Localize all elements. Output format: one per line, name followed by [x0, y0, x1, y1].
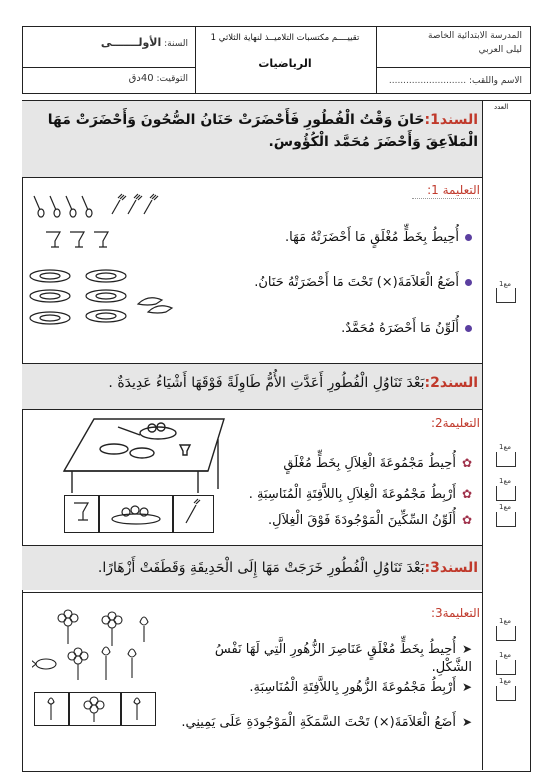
sanad2-label: السند2: [424, 375, 478, 391]
instr3-item-1: ➤أُحِيطُ بِخَطٍّ مُغْلَقٍ عَنَاصِرَ الزُّهُورِ الَّتِي لَهَا نَفْسُ الشَّكْلِ. [214, 642, 472, 675]
plate-icon [86, 310, 126, 322]
plate-icon [30, 290, 70, 302]
arrow-bullet-icon: ➤ [461, 642, 472, 656]
bullet-icon [465, 234, 472, 241]
instr2-item-1: ✿أُحِيطُ مَجْمُوعَةَ الْغِلاَلِ بِخَطٍّ مُغْلَقٍ [283, 456, 472, 471]
cup-icon [46, 232, 60, 247]
score-box-4[interactable] [496, 512, 516, 527]
fruit-bowl-icon [140, 423, 176, 439]
time-value: 40دق [128, 73, 154, 84]
score-column-label: العدد [494, 103, 509, 111]
sanad1-label: السند1: [424, 112, 478, 128]
sanad1-body: حَانَ وَقْتُ الْفُطُورِ فَأَحْضَرَتْ حَنَانُ الصُّحُونَ وَأَحْضَرَتْ مَهَا الْمَلاَعِقَ وَأَحْضَرَ مُحَمَّد الْكُؤُوسَ. [47, 112, 478, 150]
plate-icon [100, 444, 128, 454]
sanad1-text [30, 109, 478, 153]
score-column-divider [482, 100, 483, 770]
score-box-1[interactable] [496, 288, 516, 303]
fish-icon [32, 659, 56, 669]
instr2-item-2: ✿أَرْبِطُ مَجْمُوعَةَ الْغِلاَلِ بِاللاَّفِتَةِ الْمُنَاسِبَةِ . [248, 487, 472, 502]
score-box-3[interactable] [496, 486, 516, 501]
cup-icon [74, 503, 88, 520]
tulip-icon [140, 617, 148, 642]
spoon-icon [138, 298, 162, 305]
fruit-plate-icon [112, 514, 160, 524]
sanad2-body: بَعْدَ تَنَاوُلِ الْفُطُورِ أَعَدَّتِ الأُمُّ طَاوِلَةً فَوْقَهَا أَشْيَاءُ عَدِيدَةٌ . [108, 375, 425, 391]
bullet-icon [465, 325, 472, 332]
tulip-icon [134, 698, 140, 720]
instr3-item-3: ➤أَضَعُ الْعَلاَمَةَ(×) تَحْتَ السَّمَكَةِ الْمَوْجُودَةِ عَلَى يَمِينِي. [181, 715, 472, 730]
flowers-fish-picture [32, 604, 162, 684]
score-label-2: مع1 [499, 443, 511, 451]
score-label-3: مع1 [499, 477, 511, 485]
grade-label: السنة: [164, 39, 188, 49]
subject-title: الرياضيات [258, 57, 312, 70]
spoons-cups-picture [28, 192, 168, 252]
spoon-icon [82, 196, 92, 217]
spoon-icon [66, 196, 76, 217]
score-label-5: مع1 [499, 617, 511, 625]
score-box-6[interactable] [496, 660, 516, 675]
score-label-7: مع1 [499, 677, 511, 685]
score-box-7[interactable] [496, 686, 516, 701]
instr2-title: التعليمة2: [430, 416, 480, 430]
student-dots: ........................... [388, 76, 467, 86]
plate-icon [86, 270, 126, 282]
score-box-5[interactable] [496, 626, 516, 641]
sanad3-body: بَعْدَ تَنَاوُلِ الْفُطُورِ خَرَجَتْ مَهَا إِلَى الْحَدِيقَةِ وَقَطَفَتْ أَزْهَارًا. [97, 560, 425, 576]
fork-icon [128, 194, 142, 214]
spoon-icon [148, 306, 172, 313]
flower-icon [68, 648, 88, 680]
school-name: المدرسة الابتدائية الخاصة [428, 31, 522, 41]
knife-icon [118, 427, 140, 435]
student-name-field[interactable] [372, 76, 522, 86]
time-field [28, 73, 188, 84]
flower-bullet-icon: ✿ [461, 456, 472, 470]
spoon-icon [50, 196, 60, 217]
sanad3-label: السند3: [424, 560, 478, 576]
instr1-title: التعليمة 1: [427, 183, 480, 197]
exam-title: تقييــــم مكتسبات التلاميــذ لنهاية الثلاثي 1 [210, 33, 360, 43]
flower-bullet-icon: ✿ [461, 513, 472, 527]
instr3-title: التعليمة3: [430, 606, 480, 620]
time-label: التوقيت: [156, 74, 188, 84]
instr1-item-2: أَضَعُ الْعَلاَمَةَ(×) تَحْتَ مَا أَحْضَرَتْهُ حَنَانُ. [152, 274, 472, 292]
score-label-1: مع1 [499, 280, 511, 288]
flower-icon [58, 610, 78, 644]
school-place: ليلى العربي [478, 45, 522, 55]
arrow-bullet-icon: ➤ [461, 715, 472, 729]
tulip-icon [128, 649, 136, 678]
student-label: الاسم واللقب: [468, 76, 522, 86]
fork-icon [112, 194, 126, 214]
plate-icon [30, 270, 70, 282]
instr3-item-2: ➤أَرْبِطُ مَجْمُوعَةَ الزُّهُورِ بِاللاَّفِتَةِ الْمُنَاسِبَةِ. [249, 680, 472, 695]
instr1-item-3: أُلَوِّنُ مَا أَحْضَرَهُ مُحَمَّدٌ. [172, 320, 472, 338]
tulip-icon [102, 647, 110, 680]
sanad2-text [30, 372, 478, 394]
score-box-2[interactable] [496, 452, 516, 467]
tulip-icon [48, 698, 54, 720]
fork-icon [144, 194, 158, 214]
plate-icon [30, 312, 70, 324]
sanad3-text [30, 557, 478, 579]
instr1-item-1: أُحِيطُ بِخَطٍّ مُغْلَقٍ مَا أَحْضَرَتْهُ مَهَا. [172, 229, 472, 247]
plate-icon [86, 290, 126, 302]
cup-icon [94, 232, 108, 247]
grade-field [28, 36, 188, 49]
arrow-bullet-icon: ➤ [461, 680, 472, 694]
bullet-icon [465, 279, 472, 286]
score-label-4: مع1 [499, 503, 511, 511]
flower-icon [84, 697, 104, 722]
grade-value: الأولـــــــى [100, 36, 162, 49]
label-cards-flowers [34, 692, 154, 724]
flower-icon [102, 612, 122, 646]
cup-icon [70, 232, 84, 247]
flower-bullet-icon: ✿ [461, 487, 472, 501]
score-label-6: مع1 [499, 651, 511, 659]
instr2-item-3: ✿أُلَوِّنُ السِّكِّينَ الْمَوْجُودَةَ فَوْقَ الْغِلاَلِ. [268, 513, 472, 528]
spoon-icon [34, 196, 44, 217]
bread-icon [130, 448, 154, 458]
